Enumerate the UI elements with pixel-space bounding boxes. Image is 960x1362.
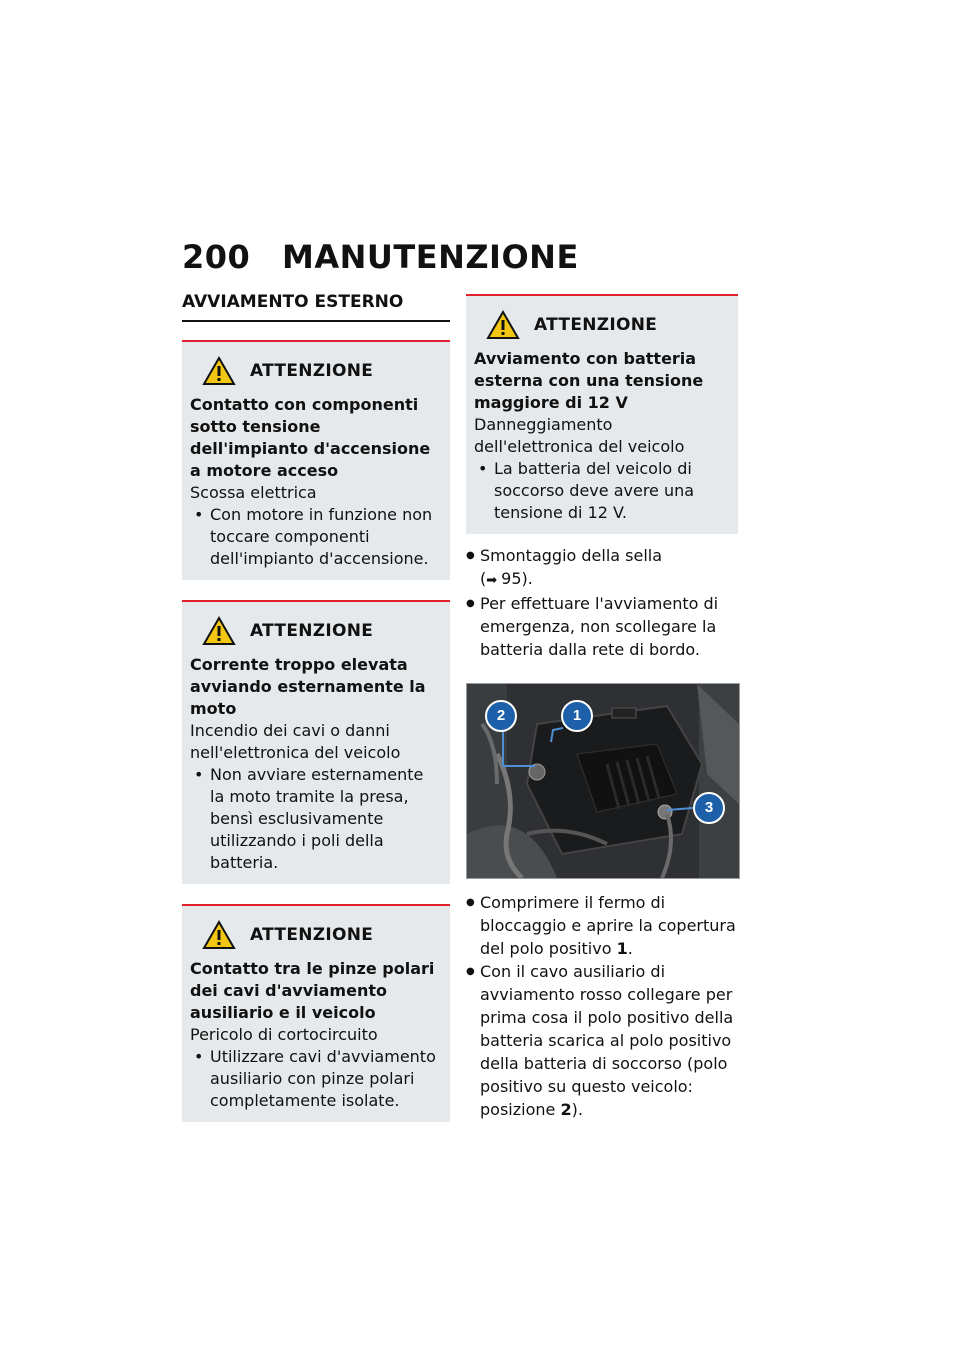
- warning-triangle-icon: [486, 310, 520, 340]
- warning-heading: ATTENZIONE: [250, 925, 374, 945]
- page-title: MANUTENZIONE: [282, 238, 579, 276]
- warning-box: [182, 600, 450, 884]
- warning-triangle-icon: [202, 920, 236, 950]
- page-ref: 95).: [501, 569, 533, 588]
- step-text: Con il cavo ausiliario di avviamento rosso collegare per prima cosa il polo positivo della batteria scarica al polo positivo della batteria di soccorso (polo positivo su questo veicolo: posizione: [480, 962, 734, 1119]
- step-end: .: [627, 939, 633, 958]
- warning-header: [190, 918, 442, 952]
- step-text: Per effettuare l'avviamento di emergenza, non scollegare la batteria dalla rete di bordo.: [480, 594, 719, 659]
- warning-subject: Avviamento con batteria esterna con una tensione maggiore di 12 V: [474, 349, 704, 412]
- warning-box: [466, 294, 738, 534]
- warning-heading: ATTENZIONE: [250, 361, 374, 381]
- warning-triangle-icon: [202, 616, 236, 646]
- warning-header: [190, 614, 442, 648]
- warning-header: [190, 354, 442, 388]
- step-item: [466, 960, 738, 1121]
- battery-photo: [466, 683, 740, 879]
- right-column: [466, 294, 738, 1121]
- position-ref: 1: [616, 939, 628, 958]
- warning-action: • Con motore in funzione non toccare componenti dell'impianto d'accensione.: [190, 504, 442, 570]
- step-item: [466, 592, 738, 661]
- callout-3: 3: [693, 792, 725, 824]
- warning-subject: Contatto tra le pinze polari dei cavi d'avviamento ausiliario e il veicolo: [190, 959, 435, 1022]
- right-arrow-icon: ➡: [486, 573, 498, 588]
- position-ref: 2: [560, 1100, 572, 1119]
- warning-subject: Contatto con componenti sotto tensione dell'impianto d'accensione a motore acceso: [190, 395, 431, 480]
- step-end: ).: [571, 1100, 583, 1119]
- left-column: [182, 292, 450, 1142]
- warning-heading: ATTENZIONE: [534, 315, 658, 335]
- page-number: 200: [182, 238, 251, 276]
- warning-header: [474, 308, 730, 342]
- warning-consequence: Pericolo di cortocircuito: [190, 1025, 378, 1044]
- warning-consequence: Danneggiamento dell'elettronica del veicolo: [474, 415, 685, 456]
- page-header: [182, 238, 579, 276]
- step-text: Smontaggio della sella: [480, 546, 663, 565]
- warning-consequence: Scossa elettrica: [190, 483, 317, 502]
- warning-action: • Non avviare esternamente la moto tramite la presa, bensì esclusivamente utilizzando i poli della batteria.: [190, 764, 442, 874]
- warning-triangle-icon: [202, 356, 236, 386]
- callout-2: 2: [485, 700, 517, 732]
- warning-box: [182, 904, 450, 1122]
- page-ref-open: (: [480, 569, 487, 588]
- step-text: Comprimere il fermo di bloccaggio e aprire la copertura del polo positivo: [480, 893, 736, 958]
- warning-action: • Utilizzare cavi d'avviamento ausiliario con pinze polari completamente isolate.: [190, 1046, 442, 1112]
- step-item: [466, 544, 738, 592]
- warning-subject: Corrente troppo elevata avviando esternamente la moto: [190, 655, 426, 718]
- warning-action: • La batteria del veicolo di soccorso deve avere una tensione di 12 V.: [474, 458, 730, 524]
- warning-box: [182, 340, 450, 580]
- section-title: AVVIAMENTO ESTERNO: [182, 292, 450, 322]
- warning-consequence: Incendio dei cavi o danni nell'elettronica del veicolo: [190, 721, 401, 762]
- callout-1: 1: [561, 700, 593, 732]
- warning-heading: ATTENZIONE: [250, 621, 374, 641]
- step-item: [466, 891, 738, 960]
